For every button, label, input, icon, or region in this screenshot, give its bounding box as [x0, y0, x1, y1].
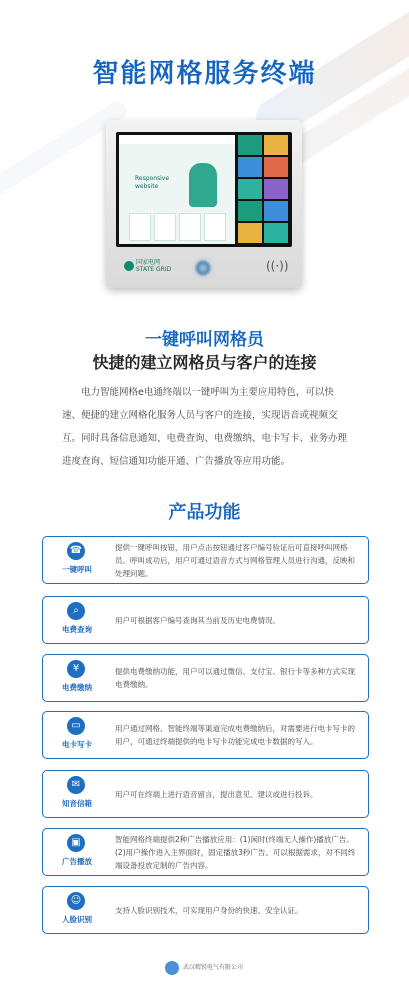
feature-card-call — [42, 536, 369, 584]
section-title: 产品功能 — [168, 502, 241, 523]
feature-label: 知音信箱 — [62, 799, 92, 808]
screen-cards — [129, 213, 225, 239]
card-icon: ▭ — [67, 717, 85, 735]
screen-tile — [264, 135, 288, 155]
screen-card — [204, 213, 226, 241]
feature-card-card-write — [42, 711, 369, 759]
screen-tile — [238, 201, 262, 221]
screen-tiles — [238, 135, 289, 244]
screen-tile — [264, 179, 288, 199]
screen-tile — [238, 179, 262, 199]
screen-tile — [238, 157, 262, 177]
feature-label: 一键呼叫 — [62, 565, 92, 574]
page-title: 智能网格服务终端 — [92, 59, 317, 89]
company-name: 武汉精锐电气有限公司 — [183, 964, 244, 971]
screen-card — [129, 213, 151, 241]
intro-paragraph: 电力智能网格e电通终端以一键呼叫为主要应用特色，可以快速、便捷的建立网格化服务人员与客户的连接，实现语音或视频交互。同时具备信息通知、电费查询、电费缴纳、电卡写卡、业务办理进度查询、短信通知功能开通、广告播放等应用功能。 — [62, 387, 348, 467]
screen-tile — [238, 135, 262, 155]
state-grid-logo — [124, 261, 134, 271]
feature-desc: 用户可在终端上进行语音留言，提出意见、建议或进行投诉。 — [115, 789, 318, 799]
face-scan-icon: ☺ — [67, 892, 85, 910]
feature-label: 广告播放 — [62, 857, 92, 866]
device-screen — [116, 132, 292, 247]
yuan-payment-icon: ¥ — [67, 660, 85, 678]
feature-desc: 提供一键呼叫按钮，用户点击按钮通过客户编号验证后可直接呼叫网格员。呼叫成功后，用户可通过语音方式与网格管理人员进行沟通，反映和处理问题。 — [115, 542, 355, 578]
feature-card-mailbox — [42, 770, 369, 818]
mailbox-icon: ✉ — [67, 776, 85, 794]
feature-desc: 支持人脸识别技术，可实现用户身份的快速、安全认证。 — [115, 905, 303, 915]
feature-card-ads — [42, 828, 369, 876]
feature-desc: 智能网格终端提供2种广告播放应用：(1)闲时(终端无人操作)播放广告。(2)用户操作进入主界面时，固定播放3秒广告。可以根据需求，对不同终端设备投放定制的广告内容。 — [115, 834, 356, 870]
screen-left-panel — [119, 135, 235, 244]
screen-illustration — [189, 163, 217, 207]
feature-card-payment — [42, 654, 369, 702]
nfc-icon: ((·)) — [266, 259, 289, 273]
search-document-icon: ⌕ — [67, 602, 85, 620]
feature-label: 电费查询 — [62, 625, 92, 634]
screen-headline: Responsive website — [135, 175, 170, 190]
feature-label: 电费缴纳 — [62, 683, 92, 692]
camera-icon — [192, 257, 214, 279]
feature-desc: 用户可根据客户编号查询其当前及历史电费情况。 — [115, 615, 280, 625]
company-logo — [165, 961, 179, 975]
feature-label: 电卡写卡 — [62, 740, 92, 749]
terminal-device-image — [106, 120, 302, 288]
subtitle-secondary: 快捷的建立网格员与客户的连接 — [92, 353, 317, 372]
tv-icon: ▣ — [67, 834, 85, 852]
feature-desc: 用户通过网格、智能终端等渠道完成电费缴纳后，对需要进行电卡写卡的用户，可通过终端提供的电卡写卡功能完成电卡数据的写入。 — [115, 724, 355, 746]
screen-tile — [264, 201, 288, 221]
feature-desc: 提供电费缴纳功能，用户可以通过微信、支付宝、银行卡等多种方式实现电费缴纳。 — [115, 667, 355, 689]
screen-tile — [264, 223, 288, 243]
feature-label: 人脸识别 — [62, 915, 92, 924]
screen-card — [154, 213, 176, 241]
phone-icon: ☎ — [67, 542, 85, 560]
feature-card-bill-query — [42, 596, 369, 644]
screen-tile — [264, 157, 288, 177]
screen-card — [179, 213, 201, 241]
screen-tile — [238, 223, 262, 243]
feature-card-face-recognition — [42, 886, 369, 934]
subtitle-primary: 一键呼叫网格员 — [145, 330, 264, 350]
screen-top-bar — [119, 135, 235, 144]
device-brand: 国家电网 STATE GRID — [136, 259, 172, 273]
